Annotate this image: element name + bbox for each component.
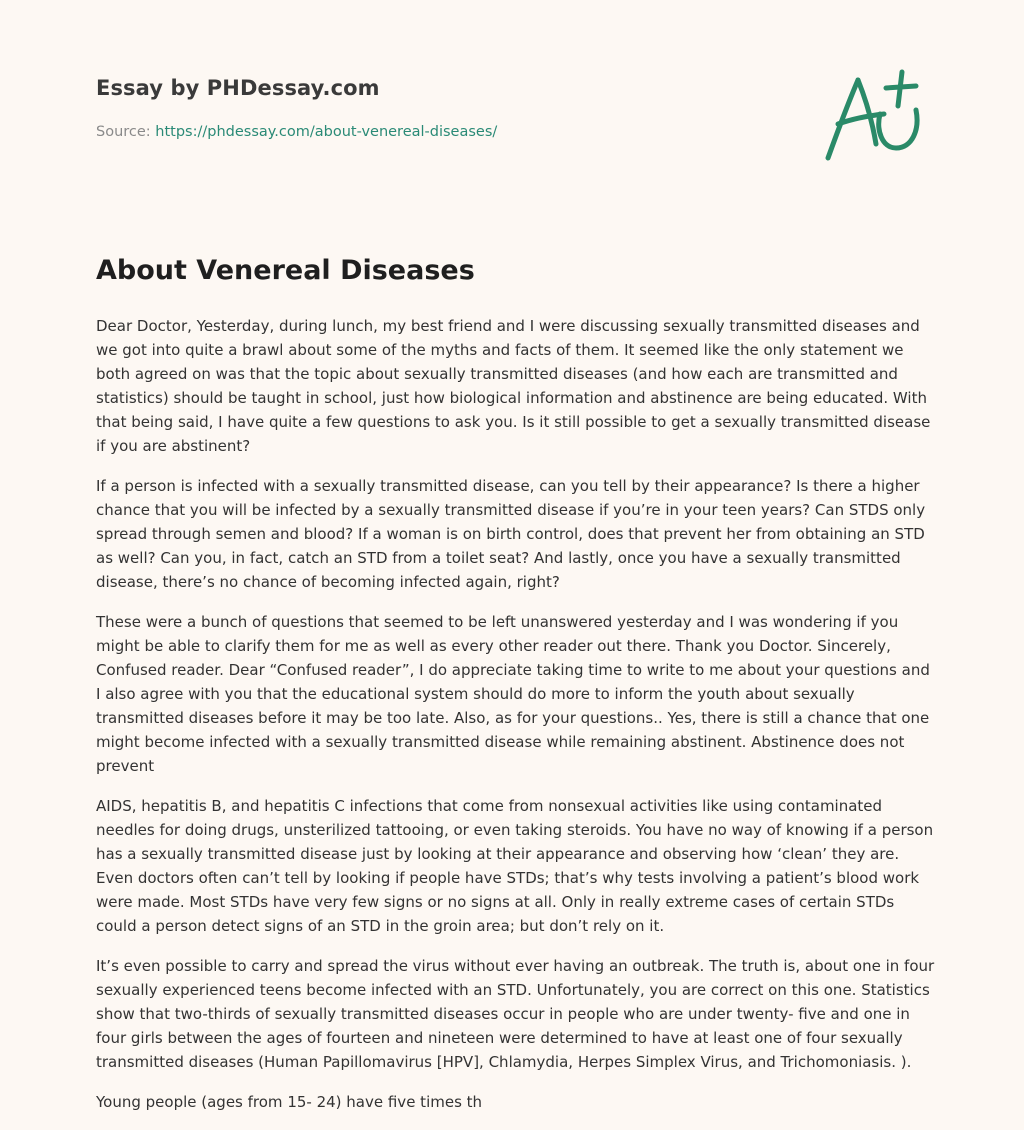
source-label: Source:: [96, 124, 156, 140]
article-paragraph: AIDS, hepatitis B, and hepatitis C infections that come from nonsexual activities like using contaminated needles for doing drugs, unsterilized tattooing, or even taking steroids. You have no way of knowing if a person has a sexually transmitted disease just by looking at their appearance and observing how ‘clean’ they are. Even doctors often can’t tell by looking if people have STDs; that’s why tests involving a patient’s blood work were made. Most STDs have very few signs or no signs at all. Only in really extreme cases of certain STDs could a person detect signs of an STD in the groin area; but don’t rely on it.: [96, 797, 934, 935]
article-title: About Venereal Diseases: [96, 255, 475, 286]
site-brand: Essay by PHDessay.com: [96, 76, 380, 100]
source-link[interactable]: https://phdessay.com/about-venereal-diseases/: [155, 124, 498, 140]
a-plus-grade-logo-icon: [818, 66, 930, 166]
article-paragraph: Young people (ages from 15- 24) have five times th: [96, 1093, 483, 1111]
article-paragraph: If a person is infected with a sexually transmitted disease, can you tell by their appearance? Is there a higher chance that you will be infected by a sexually transmitted disease if you’re in your teen years? Can STDS only spread through semen and blood? If a woman is on birth control, does that prevent her from obtaining an STD as well? Can you, in fact, catch an STD from a toilet seat? And lastly, once you have a sexually transmitted disease, there’s no chance of becoming infected again, right?: [96, 477, 926, 591]
source-line: [96, 124, 497, 140]
article-paragraph: Dear Doctor, Yesterday, during lunch, my best friend and I were discussing sexually transmitted diseases and we got into quite a brawl about some of the myths and facts of them. It seemed like the only statement we both agreed on was that the topic about sexually transmitted diseases (and how each are transmitted and statistics) should be taught in school, just how biological information and abstinence are being educated. With that being said, I have quite a few questions to ask you. Is it still possible to get a sexually transmitted disease if you are abstinent?: [96, 317, 931, 455]
article-body: [96, 314, 936, 1130]
article-paragraph: It’s even possible to carry and spread the virus without ever having an outbreak. The truth is, about one in four sexually experienced teens become infected with an STD. Unfortunately, you are correct on this one. Statistics show that two-thirds of sexually transmitted diseases occur in people who are under twenty- five and one in four girls between the ages of fourteen and nineteen were determined to have at least one of four sexually transmitted diseases (Human Papillomavirus [HPV], Chlamydia, Herpes Simplex Virus, and Trichomoniasis. ).: [96, 957, 935, 1071]
article-paragraph: These were a bunch of questions that seemed to be left unanswered yesterday and I was wondering if you might be able to clarify them for me as well as every other reader out there. Thank you Doctor. Sincerely, Confused reader. Dear “Confused reader”, I do appreciate taking time to write to me about your questions and I also agree with you that the educational system should do more to inform the youth about sexually transmitted diseases before it may be too late. Also, as for your questions.. Yes, there is still a chance that one might become infected with a sexually transmitted disease while remaining abstinent. Abstinence does not prevent: [96, 613, 930, 775]
